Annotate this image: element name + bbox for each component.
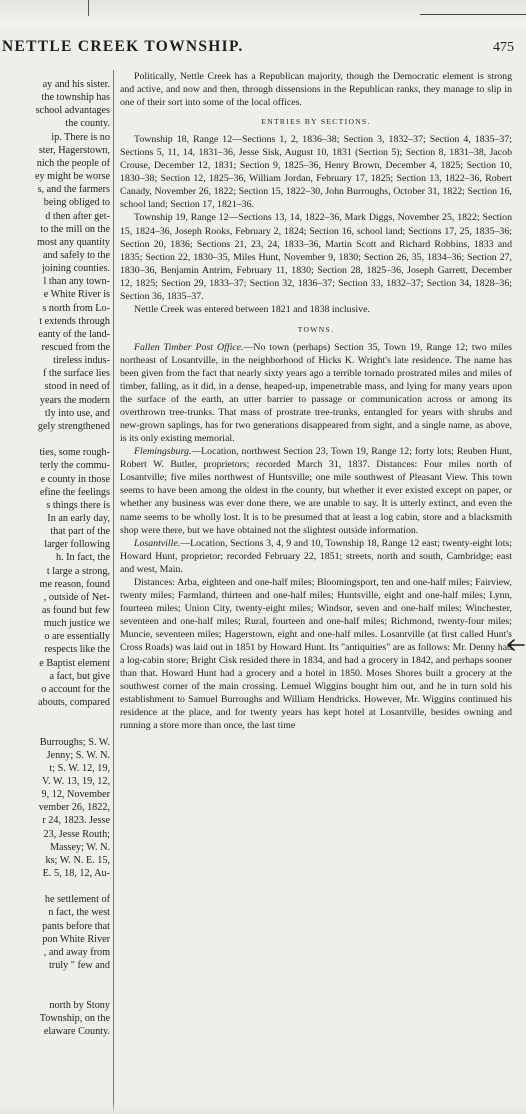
losantville-name: Losantville. (134, 537, 181, 549)
main-column (120, 70, 512, 1114)
left-column-line: pants before that (42, 920, 110, 932)
fallen-timber-paragraph (120, 341, 512, 445)
left-column-line: h. In fact, the (55, 552, 110, 564)
left-column-line: o account for the (41, 683, 110, 695)
left-column-line: 9, 12, November (41, 789, 110, 801)
left-column-line: ay and his sister. (42, 79, 110, 90)
left-column-line: ks; W. N. E. 15, (45, 854, 110, 866)
left-column-line: as found but few (41, 605, 110, 616)
left-column-line: Massey; W. N. (50, 841, 110, 853)
left-column-line: stood in need of (44, 381, 110, 393)
left-column-line: tireless indus- (53, 355, 110, 367)
left-column-line: truly " few and (48, 960, 110, 972)
left-column-line: me reason, found (39, 578, 110, 590)
hand-drawn-arrow-icon (505, 638, 525, 652)
left-column-line: the county. (65, 118, 110, 130)
left-column-line: n fact, the west (48, 907, 110, 919)
left-column-line: e White River is (43, 289, 110, 301)
left-column-line: , and away from (43, 946, 110, 958)
left-column-line: pon White River (42, 933, 110, 945)
left-column-line: ties, some rough- (39, 447, 110, 459)
left-column-line: o are essentially (44, 631, 110, 643)
left-column-line: terly the commu- (39, 460, 110, 472)
losantville-paragraph (120, 537, 512, 576)
left-column-line: d then after get- (45, 210, 110, 222)
column-divider (113, 70, 114, 1114)
left-column-line: r 24, 1823. Jesse (42, 815, 110, 827)
left-column-line: Burroughs; S. W. (39, 736, 110, 748)
left-column-line: 23, Jesse Routh; (43, 828, 110, 840)
left-column-line: vember 26, 1822, (38, 802, 110, 814)
left-column-line: Township, on the (39, 1012, 110, 1024)
left-column-line: and safely to the (42, 249, 110, 261)
fallen-timber-text: —No town (perhaps) Section 35, Town 19, Range 12; two miles northeast of Losantville, in the neighborhood of Hicks K. Wright's late residence. The name has been given from the fact that nearly sixty years ago a terrible tornado prostrated miles and miles of timber, falling, as it did, in a dense, heaped-up, impenetrable mass, and lying for many years upon the surface of the earth, an utter barrier to passage or communication across or among its overthrown tree-trunks. That mass of prostrate tree-trunks, entangled for years with shrubs and new-grown saplings, has for two generations disappeared from sight, and a single name, as above, is its only existing memorial. (120, 341, 512, 445)
left-column-line: t; S. W. 12, 19, (49, 762, 110, 774)
left-column-line: E. 5, 18, 12, Au- (42, 868, 110, 879)
left-column-line: years the modern (39, 394, 110, 406)
township-19-entries: Township 19, Range 12—Sections 13, 14, 1822–36, Mark Diggs, November 25, 1822; Section 15, 1824–36, Joseph Rooks, February 2, 1824; Section 16, school land; Sections 17, 25, 1835–36; Section 20, 1836; Sections 21, 23, 24, 1833–36, Martin Scott and Richard Robbins, 1833 and 1835; Section 22, 1830–35, Miles Hunt, November 9, 1830; Section 26, 35, 1834–36; Section 27, 1830–36, Benjamin Antrim, February 11, 1830; Section 28, 1825–36, Joseph Garrett, December 12, 1825; Section 29, 1833–37; Section 32, 1836–37; Section 33, 1832–37; Section 34, 1828–36; Section 36, 1835–37. (120, 212, 512, 302)
left-column-line: rescued from the (41, 342, 110, 353)
scan-rule (420, 14, 526, 15)
entry-dates-summary: Nettle Creek was entered between 1821 and 1838 inclusive. (134, 303, 370, 315)
left-column-line: much justice we (43, 618, 110, 630)
left-column-line: Jenny; S. W. N. (46, 749, 110, 761)
left-column-line: e Baptist element (39, 657, 110, 669)
left-column-line: elaware County. (43, 1025, 110, 1037)
left-column-line: e county in those (40, 473, 110, 485)
losantville-distances-paragraph: Distances: Arba, eighteen and one-half miles; Bloomingsport, ten and one-half miles; Fairview, twenty miles; Farmland, thirteen and one-half miles; Huntsville, eight and one-half miles; Lynn, fourteen miles; Union City, twenty-eight miles; Windsor, seven and one-half miles; Winchester, seventeen and one-half miles; Rural, fourteen and one-half miles; Richmond, twenty-four miles; Muncie, seventeen miles; Hagerstown, eight and one-half miles. Losantville (at first called Hunt's Cross Roads) was laid out in 1851 by Howard Hunt. Its "antiquities" are as follows: Mr. Denny had a log-cabin store; Bright Cisk resided there in 1834, and had a grocery in 1842, and perhaps sooner than that. Howard Hunt had a grocery and a hotel in 1850. Moses Shores built a grocery at the southwest corner of the main crossing. Lemuel Wiggins bought him out, and he in turn sold his establishment to Samuel Burroughs and William Hendricks. However, Mr. Wiggins continued his residence at the place, and for twenty years has kept hotel at Losantville, besides owning and running a store more than once, the last time (120, 576, 512, 732)
left-column-line: , outside of Net- (43, 591, 110, 603)
flemingsburg-name: Flemingsburg. (134, 446, 192, 458)
left-column-line: eanty of the land- (38, 328, 110, 340)
entries-heading: ENTRIES BY SECTIONS. (261, 117, 371, 127)
scan-mark (88, 0, 89, 16)
left-column-line: being obliged to (43, 197, 110, 209)
left-column-line: a fact, but give (49, 670, 110, 682)
left-column-line: the township has (41, 92, 110, 104)
left-column-line: l than any town- (43, 276, 110, 288)
flemingsburg-text: —Location, northwest Section 23, Town 19, Range 12; forty lots; Reuben Hunt, Robert W. Butler, proprietors; recorded March 31, 1837. Distances: Four miles north of Losantville; five miles northwest of Huntsville; one mile southwest of Pleasant View. This town seems to have been among the oldest in the county, but whether it ever existed except on paper, or whether any business was ever done there, we are unable to say. It is utterly extinct, and even the name seems to be wholly lost. It is to be presumed that at least a log cabin, store and a blacksmith shop were there, but we have obtained not the slightest outside information. (120, 446, 512, 536)
towns-heading: TOWNS. (297, 324, 335, 334)
left-column-line: tly into use, and (44, 407, 110, 419)
left-column-line: t large a strong, (46, 565, 110, 577)
township-18-entries: Township 18, Range 12—Sections 1, 2, 1836–38; Section 3, 1832–37; Section 4, 1835–37; Sections 5, 11, 14, 1831–36, Jesse Sisk, August 10, 1831 (Section 5); Section 8, 1831–38, Jacob Crouse, December 12, 1831; Section 9, 1825–36, Henry Brown, December 4, 1825; Section 10, 1830–38; Section 12, 1825–36, William Jordan, February 17, 1825; Section 13, 1822–36, Robert Canady, November 26, 1822; Section 15, 1822–30, John Burroughs, October 31, 1822; Section 16, school land; Section 17, 1821–36. (120, 134, 512, 211)
page-number: 475 (493, 40, 514, 55)
left-column-line: larger following (44, 539, 110, 551)
left-column-line: V. W. 13, 19, 12, (41, 775, 110, 787)
left-column-line: t extends through (39, 315, 110, 327)
left-column-cropped-text (0, 70, 110, 1114)
left-column-line: s north from Lo- (42, 302, 110, 314)
scan-top-edge (0, 0, 526, 26)
left-column-line: school advantages (35, 105, 110, 117)
politics-paragraph: Politically, Nettle Creek has a Republican majority, though the Democratic element is strong and active, and now and then, through dissensions in the Republican ranks, they manage to slip in one of their sort into some of the local offices. (120, 71, 512, 109)
left-column-line: north by Stony (49, 999, 110, 1011)
left-column-line: efine the feelings (39, 486, 110, 498)
running-title: NETTLE CREEK TOWNSHIP. (2, 38, 244, 55)
page-header (0, 34, 526, 60)
left-column-line: s things there is (46, 499, 110, 511)
left-column-line: joining counties. (42, 263, 110, 275)
left-column-line: gely strengthened (37, 420, 110, 432)
left-column-line: ip. There is no (51, 131, 110, 143)
left-column-line: ster, Hagerstown, (38, 144, 110, 156)
left-column-line: respects like the (44, 644, 110, 656)
left-column-line: he settlement of (44, 894, 110, 906)
fallen-timber-name: Fallen Timber Post Office. (134, 341, 244, 353)
left-column-line: abouts, compared (38, 697, 110, 709)
left-column-line: ey might be worse (35, 171, 110, 183)
left-column-line: that part of the (50, 526, 110, 538)
left-column-line: s, and the farmers (37, 184, 110, 196)
losantville-text: —Location, Sections 3, 4, 9 and 10, Township 18, Range 12 east; twenty-eight lots; Howard Hunt, proprietor; recorded February 22, 1851; streets, north and south, Cambridge; east and west, Main. (120, 537, 512, 575)
flemingsburg-paragraph (120, 445, 512, 536)
left-column-line: f the surface lies (42, 368, 110, 380)
left-column-line: to the mill on the (40, 223, 110, 235)
scan-bottom-edge (0, 1102, 526, 1114)
left-column-line: nich the people of (36, 157, 110, 169)
left-column-line: most any quantity (36, 236, 110, 248)
left-column-line: In an early day, (47, 512, 110, 524)
